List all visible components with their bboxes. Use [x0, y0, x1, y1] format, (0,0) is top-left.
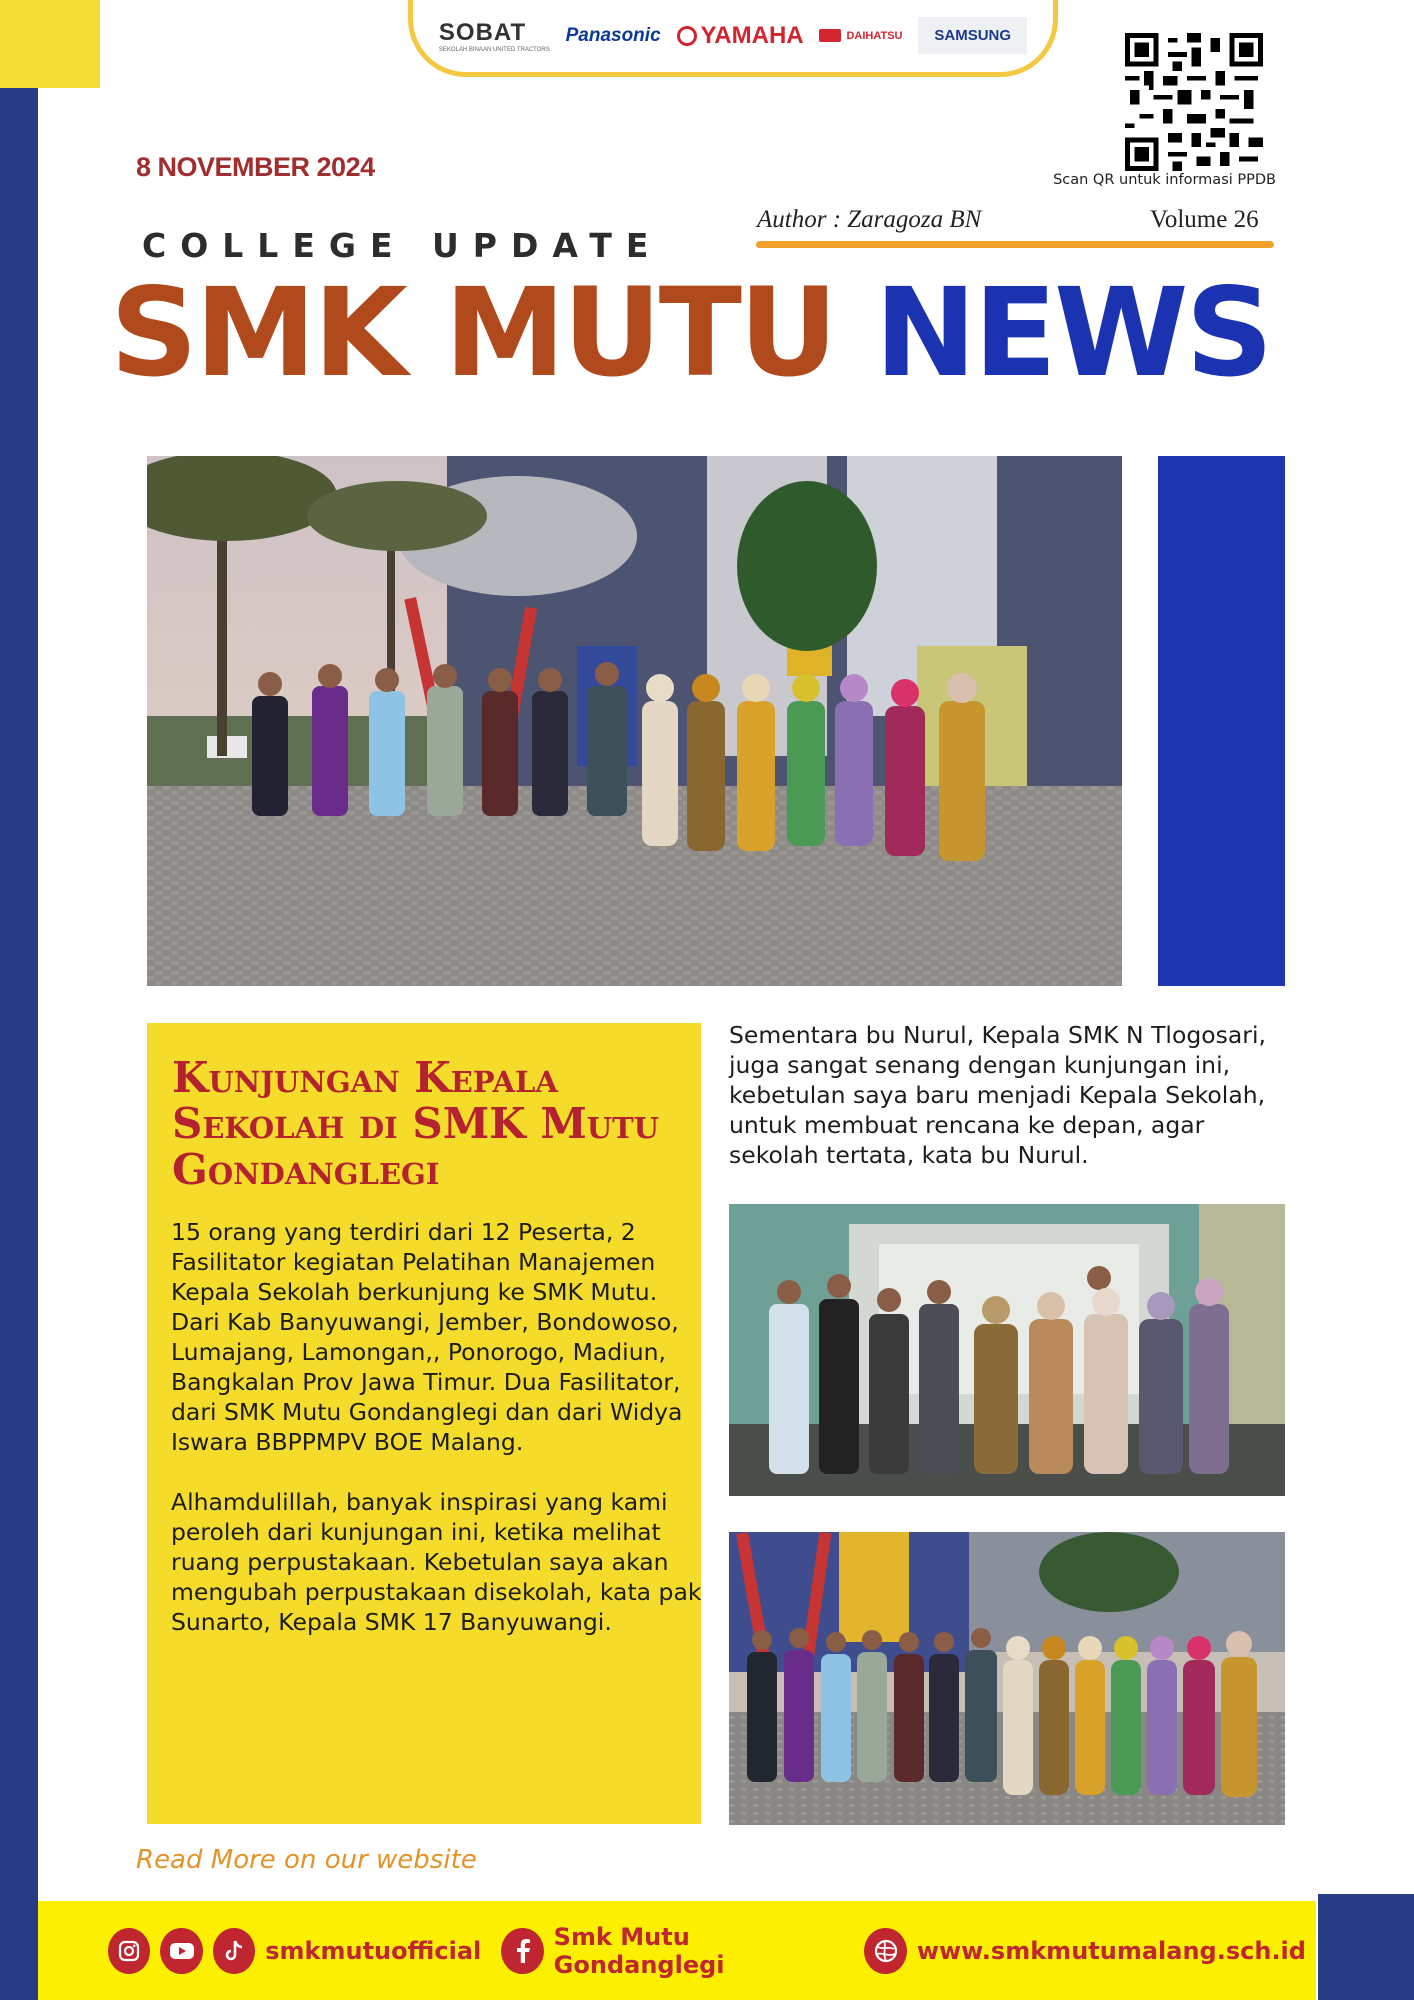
social-handle[interactable]: smkmutuofficial: [265, 1936, 482, 1965]
web-globe-icon[interactable]: [864, 1928, 906, 1974]
daihatsu-emblem-icon: [819, 29, 841, 42]
author-line: Author : Zaragoza BN: [757, 206, 982, 233]
left-accent-bar: [0, 88, 38, 2000]
issue-date: 8 NOVEMBER 2024: [136, 152, 375, 182]
sobat-logo-subtext: SEKOLAH BINAAN UNITED TRACTORS: [438, 46, 550, 53]
read-more-link[interactable]: Read More on our website: [136, 1845, 477, 1875]
masthead-smk-mutu: SMK MUTU: [110, 262, 836, 404]
article-body: [171, 1217, 707, 1667]
facebook-page-name[interactable]: Smk Mutu Gondanglegi: [553, 1922, 725, 1979]
daihatsu-logo-text: DAIHATSU: [846, 29, 903, 42]
article-headline: Kunjungan Kepala Sekolah di SMK Mutu Gondanglegi: [172, 1053, 659, 1194]
outdoor-group-photo: [729, 1532, 1285, 1825]
sobat-logo: [439, 19, 550, 53]
article-paragraph: Alhamdulillah, banyak inspirasi yang kami peroleh dari kunjungan ini, ketika melihat ruang perpustakaan. Kebetulan saya akan mengubah perpustakaan disekolah, kata pak Sunarto, Kepala SMK 17 Banyuwangi.: [171, 1488, 702, 1636]
yamaha-logo-text: YAMAHA: [700, 21, 804, 49]
sponsor-logo-bar: [408, 0, 1058, 77]
tiktok-icon[interactable]: [213, 1928, 255, 1974]
masthead-title: [110, 262, 1271, 404]
corner-accent: [0, 0, 100, 88]
sobat-logo-text: SOBAT: [438, 18, 527, 46]
qr-caption: Scan QR untuk informasi PPDB: [1053, 172, 1276, 188]
indoor-group-photo: [729, 1204, 1285, 1496]
blue-accent-panel: [1158, 456, 1285, 986]
hero-group-photo: [147, 456, 1122, 986]
daihatsu-logo: [819, 29, 902, 42]
qr-code-icon[interactable]: [1125, 33, 1263, 171]
website-url[interactable]: www.smkmutumalang.sch.id: [916, 1936, 1306, 1965]
footer-social-bar: [38, 1901, 1316, 2000]
section-kicker: COLLEGE UPDATE: [142, 226, 663, 265]
facebook-icon[interactable]: [501, 1928, 543, 1974]
yamaha-emblem-icon: [677, 26, 697, 46]
article-paragraph: 15 orang yang terdiri dari 12 Peserta, 2 Fasilitator kegiatan Pelatihan Manajemen Kepala Sekolah berkunjung ke SMK Mutu.: [171, 1218, 658, 1306]
article-paragraph: Dari Kab Banyuwangi, Jember, Bondowoso, Lumajang, Lamongan,, Ponorogo, Madiun, Bangkalan Prov Jawa Timur. Dua Fasilitator, dari SMK Mutu Gondanglegi dan dari Widya Iswara BBPPMPV BOE Malang.: [171, 1308, 683, 1456]
volume-number: Volume 26: [1150, 206, 1259, 233]
youtube-icon[interactable]: [160, 1928, 202, 1974]
author-underline: [756, 241, 1274, 248]
instagram-icon[interactable]: [108, 1928, 150, 1974]
yamaha-logo: [677, 22, 804, 50]
corner-accent-bottom: [1318, 1894, 1414, 2000]
samsung-logo: SAMSUNG: [918, 17, 1027, 54]
masthead-news: NEWS: [874, 262, 1271, 404]
quote-paragraph: Sementara bu Nurul, Kepala SMK N Tlogosari, juga sangat senang dengan kunjungan ini, kebetulan saya baru menjadi Kepala Sekolah, untuk membuat rencana ke depan, agar sekolah tertata, kata bu Nurul.: [729, 1021, 1266, 1169]
panasonic-logo: Panasonic: [565, 24, 661, 46]
